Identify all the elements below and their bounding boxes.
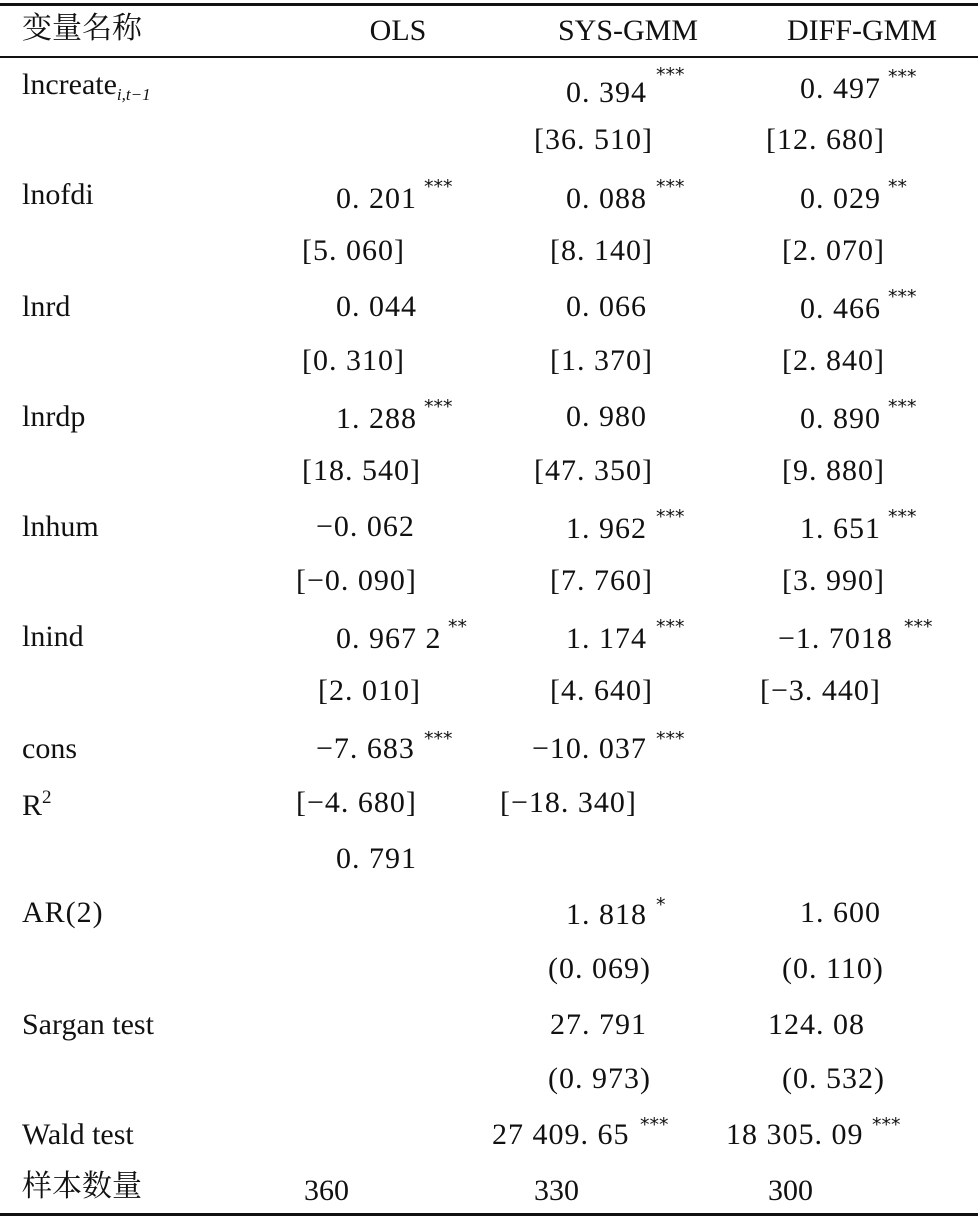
lnhum-sys-coef: 1. 962 xyxy=(566,512,647,545)
cons-sys-significance: *** xyxy=(656,728,685,750)
lnrdp-sys-tstat: [47. 350] xyxy=(534,454,653,487)
cons-ols-tstat: [−4. 680] xyxy=(296,786,417,819)
lnind-diff-coef: −1. 7018 xyxy=(778,622,893,655)
wald-sys-significance: *** xyxy=(640,1114,669,1136)
lnind-ols-coef: 0. 967 2 xyxy=(336,622,442,655)
lnind-diff-tstat: [−3. 440] xyxy=(760,674,881,707)
lnhum-sys-significance: *** xyxy=(656,506,685,528)
lnofdi-sys-coef: 0. 088 xyxy=(566,182,647,215)
lnrd-diff-tstat: [2. 840] xyxy=(782,344,885,377)
lnind-ols-tstat: [2. 010] xyxy=(318,674,421,707)
ar2-diff-pvalue: (0. 110) xyxy=(782,952,884,985)
lncreate-sys-tstat: [36. 510] xyxy=(534,123,653,156)
cons-sys-coef: −10. 037 xyxy=(532,732,647,765)
header-sys-gmm: SYS-GMM xyxy=(557,14,699,47)
lncreate-diff-tstat: [12. 680] xyxy=(766,123,885,156)
lncreate-diff-coef: 0. 497 xyxy=(800,72,881,105)
cons-ols-coef: −7. 683 xyxy=(316,732,415,765)
ar2-diff-value: 1. 600 xyxy=(800,896,881,929)
row-label-sample-size: 样本数量 xyxy=(22,1169,142,1204)
sargan-diff-value: 124. 08 xyxy=(768,1008,865,1041)
row-label-sargan-test: Sargan test xyxy=(22,1008,154,1041)
cons-ols-significance: *** xyxy=(424,728,453,750)
row-label-r-squared: $R^2$ xyxy=(22,787,52,822)
sargan-diff-pvalue: (0. 532) xyxy=(782,1062,885,1095)
row-label-lnind: lnind xyxy=(22,620,84,653)
wald-sys-value: 27 409. 65 xyxy=(492,1118,630,1151)
row-label-lncreate-subscript: i,t−1 xyxy=(116,85,151,104)
lnrdp-ols-significance: *** xyxy=(424,396,453,418)
lnhum-ols-tstat: [−0. 090] xyxy=(296,564,417,597)
row-label-lnrdp: lnrdp xyxy=(22,400,86,433)
cons-sys-tstat: [−18. 340] xyxy=(500,786,637,819)
lnind-sys-significance: *** xyxy=(656,616,685,638)
sample-size-sys: 330 xyxy=(534,1174,579,1207)
wald-diff-value: 18 305. 09 xyxy=(726,1118,864,1151)
row-label-wald-test: Wald test xyxy=(22,1118,134,1151)
lnind-diff-significance: *** xyxy=(904,616,933,638)
lnind-ols-significance: ** xyxy=(448,616,467,638)
lnrd-sys-tstat: [1. 370] xyxy=(550,344,653,377)
sargan-sys-pvalue: (0. 973) xyxy=(548,1062,651,1095)
row-label-lnofdi: lnofdi xyxy=(22,178,94,211)
r-squared-superscript: 2 xyxy=(42,787,52,808)
sample-size-diff: 300 xyxy=(768,1174,813,1207)
ar2-sys-significance: * xyxy=(656,894,666,916)
header-diff-gmm: DIFF-GMM xyxy=(786,14,938,47)
lnofdi-ols-tstat: [5. 060] xyxy=(302,234,405,267)
lncreate-sys-coef: 0. 394 xyxy=(566,76,647,109)
lnrdp-ols-tstat: [18. 540] xyxy=(302,454,421,487)
row-label-lncreate: lncreate$_{i,t-1}$ xyxy=(22,68,151,104)
wald-diff-significance: *** xyxy=(872,1114,901,1136)
lnrdp-diff-tstat: [9. 880] xyxy=(782,454,885,487)
sample-size-ols: 360 xyxy=(304,1174,349,1207)
row-label-ar2: AR(2) xyxy=(22,896,104,929)
lnrdp-diff-coef: 0. 890 xyxy=(800,402,881,435)
lnofdi-sys-tstat: [8. 140] xyxy=(550,234,653,267)
table-header-rule xyxy=(0,56,978,58)
lnofdi-ols-coef: 0. 201 xyxy=(336,182,417,215)
lnofdi-diff-tstat: [2. 070] xyxy=(782,234,885,267)
header-ols: OLS xyxy=(369,14,427,47)
lnrd-diff-significance: *** xyxy=(888,286,917,308)
lnind-sys-tstat: [4. 640] xyxy=(550,674,653,707)
lnrd-ols-tstat: [0. 310] xyxy=(302,344,405,377)
lnhum-diff-significance: *** xyxy=(888,506,917,528)
r-squared-ols-value: 0. 791 xyxy=(336,842,417,875)
ar2-sys-value: 1. 818 xyxy=(566,898,647,931)
row-label-lnhum: lnhum xyxy=(22,510,99,543)
lnrd-sys-coef: 0. 066 xyxy=(566,290,647,323)
header-variable-name: 变量名称 xyxy=(22,11,142,46)
lnofdi-sys-significance: *** xyxy=(656,176,685,198)
lnhum-sys-tstat: [7. 760] xyxy=(550,564,653,597)
lncreate-diff-significance: *** xyxy=(888,66,917,88)
lnhum-diff-tstat: [3. 990] xyxy=(782,564,885,597)
lnhum-diff-coef: 1. 651 xyxy=(800,512,881,545)
lnind-sys-coef: 1. 174 xyxy=(566,622,647,655)
lnofdi-ols-significance: *** xyxy=(424,176,453,198)
table-top-rule xyxy=(0,3,978,6)
lnofdi-diff-significance: ** xyxy=(888,176,907,198)
lnhum-ols-coef: −0. 062 xyxy=(316,510,415,543)
row-label-lnrd: lnrd xyxy=(22,290,71,323)
lnrd-ols-coef: 0. 044 xyxy=(336,290,417,323)
ar2-sys-pvalue: (0. 069) xyxy=(548,952,651,985)
lnrdp-sys-coef: 0. 980 xyxy=(566,400,647,433)
lncreate-sys-significance: *** xyxy=(656,64,685,86)
lnrdp-ols-coef: 1. 288 xyxy=(336,402,417,435)
row-label-cons: cons xyxy=(22,732,77,765)
sargan-sys-value: 27. 791 xyxy=(550,1008,647,1041)
table-bottom-rule xyxy=(0,1213,978,1216)
lnrd-diff-coef: 0. 466 xyxy=(800,292,881,325)
lnrdp-diff-significance: *** xyxy=(888,396,917,418)
lnofdi-diff-coef: 0. 029 xyxy=(800,182,881,215)
